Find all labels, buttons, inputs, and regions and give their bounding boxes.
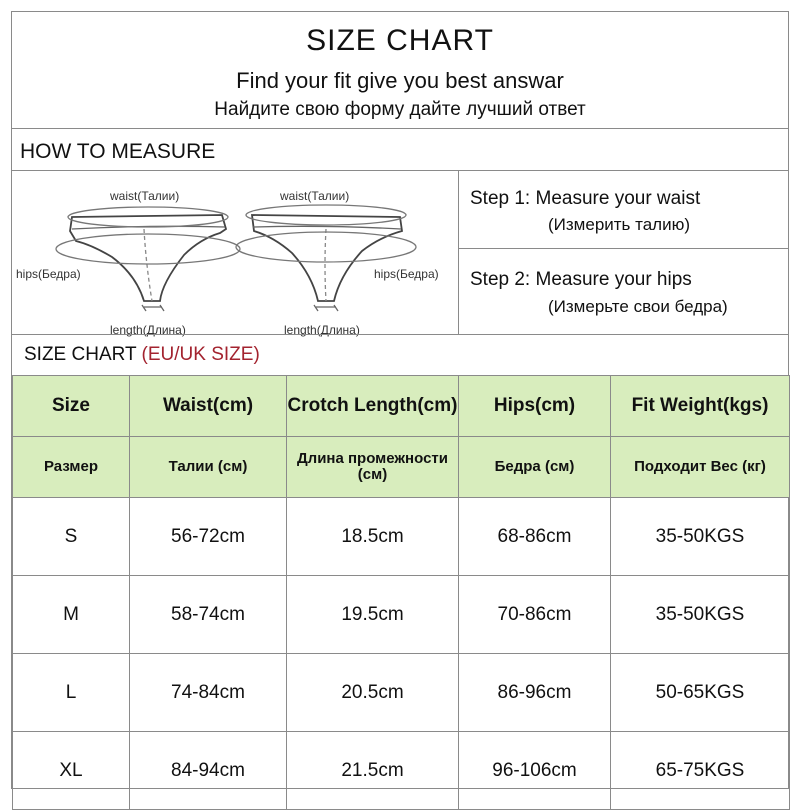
header-cell: Размер — [13, 437, 130, 498]
fit-weight-cell: 35-50KGS — [611, 576, 790, 654]
size-cell: XL — [13, 732, 130, 810]
crotch-length-cell: 19.5cm — [287, 576, 459, 654]
crotch-length-cell: 18.5cm — [287, 498, 459, 576]
fit-weight-cell: 35-50KGS — [611, 498, 790, 576]
waist-cell: 74-84cm — [130, 654, 287, 732]
table-row — [13, 498, 790, 576]
header-cell: Fit Weight(kgs) — [611, 376, 790, 437]
crotch-length-cell: 21.5cm — [287, 732, 459, 810]
header-cell: Бедра (см) — [459, 437, 611, 498]
divider — [12, 334, 788, 335]
header-cell: Crotch Length(cm) — [287, 376, 459, 437]
size-cell: M — [13, 576, 130, 654]
header-cell: Подходит Вес (кг) — [611, 437, 790, 498]
length-label-right: length(Длина) — [284, 323, 360, 337]
measure-diagram — [12, 171, 458, 337]
hips-label-right: hips(Бедра) — [374, 267, 439, 281]
hips-cell: 70-86cm — [459, 576, 611, 654]
size-chart-sheet — [11, 11, 789, 789]
step1-subtext: (Измерить талию) — [548, 215, 691, 234]
divider — [458, 171, 459, 334]
divider — [458, 248, 788, 249]
table-header-row — [13, 376, 790, 437]
hips-cell: 86-96cm — [459, 654, 611, 732]
waist-label-left: waist(Талии) — [110, 189, 180, 203]
header-cell: Size — [13, 376, 130, 437]
header-cell: Длина промежности (см) — [287, 437, 459, 498]
hips-label-left: hips(Бедра) — [16, 267, 81, 281]
waist-label-right: waist(Талии) — [280, 189, 350, 203]
how-to-measure-title: HOW TO MEASURE — [20, 140, 216, 163]
table-row — [13, 654, 790, 732]
waist-cell: 84-94cm — [130, 732, 287, 810]
fit-weight-cell: 65-75KGS — [611, 732, 790, 810]
header-cell: Waist(cm) — [130, 376, 287, 437]
step1-text: Step 1: Measure your waist — [470, 188, 701, 209]
hips-cell: 68-86cm — [459, 498, 611, 576]
step2-text: Step 2: Measure your hips — [470, 269, 692, 290]
header-cell: Hips(cm) — [459, 376, 611, 437]
size-region-label: (EU/UK SIZE) — [141, 344, 260, 365]
size-cell: S — [13, 498, 130, 576]
length-label-left: length(Длина) — [110, 323, 186, 337]
page-title: SIZE CHART — [306, 24, 494, 57]
waist-cell: 58-74cm — [130, 576, 287, 654]
table-header-row-russian — [13, 437, 790, 498]
step2-subtext: (Измерьте свои бедра) — [548, 297, 728, 316]
header-cell: Талии (см) — [130, 437, 287, 498]
size-table — [12, 375, 790, 810]
subtitle-russian: Найдите свою форму дайте лучший ответ — [214, 99, 586, 120]
table-row — [13, 732, 790, 810]
subtitle-english: Find your fit give you best answar — [236, 68, 564, 93]
crotch-length-cell: 20.5cm — [287, 654, 459, 732]
size-chart-label: SIZE CHART — [24, 344, 142, 365]
table-row — [13, 576, 790, 654]
chart-header — [12, 12, 788, 129]
briefs-illustration-icon — [12, 171, 458, 334]
fit-weight-cell: 50-65KGS — [611, 654, 790, 732]
hips-cell: 96-106cm — [459, 732, 611, 810]
size-chart-title — [24, 344, 260, 366]
size-cell: L — [13, 654, 130, 732]
waist-cell: 56-72cm — [130, 498, 287, 576]
